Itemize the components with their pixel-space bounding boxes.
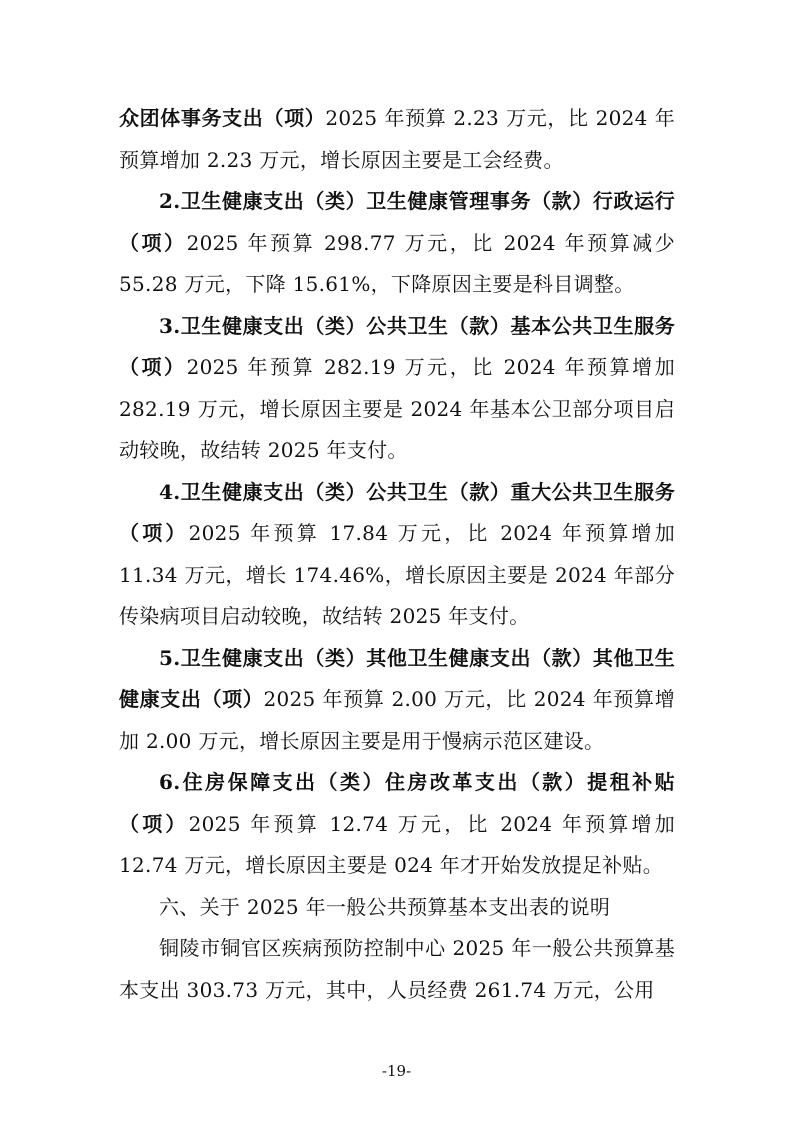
paragraph-5 xyxy=(119,762,675,887)
section-heading xyxy=(119,887,675,929)
paragraph-4 xyxy=(119,638,675,763)
paragraph-5-text: 2025 年预算 12.74 万元，比 2024 年预算增加 12.74 万元，增长原因主要是 024 年才开始发放提足补贴。 xyxy=(119,811,675,877)
paragraph-3-text: 2025 年预算 17.84 万元，比 2024 年预算增加 11.34 万元，增长 174.46%，增长原因主要是 2024 年部分传染病项目启动较晚，故结转 2025 年支付。 xyxy=(119,521,675,628)
paragraph-7-text: 铜陵市铜官区疾病预防控制中心 2025 年一般公共预算基本支出 303.73 万元，其中，人员经费 261.74 万元，公用 xyxy=(119,936,675,1002)
paragraph-7 xyxy=(119,928,675,1011)
paragraph-2-heading: 3.卫生健康支出（类）公共卫生（款）基本公共卫生服务（项） xyxy=(119,313,675,379)
document-body xyxy=(119,98,675,1011)
paragraph-2-text: 2025 年预算 282.19 万元，比 2024 年预算增加 282.19 万元，增长原因主要是 2024 年基本公卫部分项目启动较晚，故结转 2025 年支付。 xyxy=(119,355,675,462)
paragraph-4-heading: 5.卫生健康支出（类）其他卫生健康支出（款）其他卫生健康支出（项） xyxy=(119,645,675,711)
paragraph-0-heading: 众团体事务支出（项） xyxy=(119,106,326,130)
paragraph-2 xyxy=(119,306,675,472)
paragraph-3-heading: 4.卫生健康支出（类）公共卫生（款）重大公共卫生服务（项） xyxy=(119,479,675,545)
paragraph-1-text: 2025 年预算 298.77 万元，比 2024 年预算减少 55.28 万元，下降 15.61%，下降原因主要是科目调整。 xyxy=(119,230,675,296)
section-heading-text: 六、关于 2025 年一般公共预算基本支出表的说明 xyxy=(159,894,611,919)
paragraph-1 xyxy=(119,181,675,306)
paragraph-0-text: 2025 年预算 2.23 万元，比 2024 年预算增加 2.23 万元，增长原因主要是工会经费。 xyxy=(119,106,675,172)
paragraph-1-heading: 2.卫生健康支出（类）卫生健康管理事务（款）行政运行（项） xyxy=(119,189,675,255)
paragraph-3 xyxy=(119,472,675,638)
paragraph-4-text: 2025 年预算 2.00 万元，比 2024 年预算增加 2.00 万元，增长原因主要是用于慢病示范区建设。 xyxy=(119,687,675,753)
page-number: -19- xyxy=(381,1062,412,1080)
paragraph-5-heading: 6.住房保障支出（类）住房改革支出（款）提租补贴（项） xyxy=(119,770,675,836)
paragraph-0 xyxy=(119,98,675,181)
